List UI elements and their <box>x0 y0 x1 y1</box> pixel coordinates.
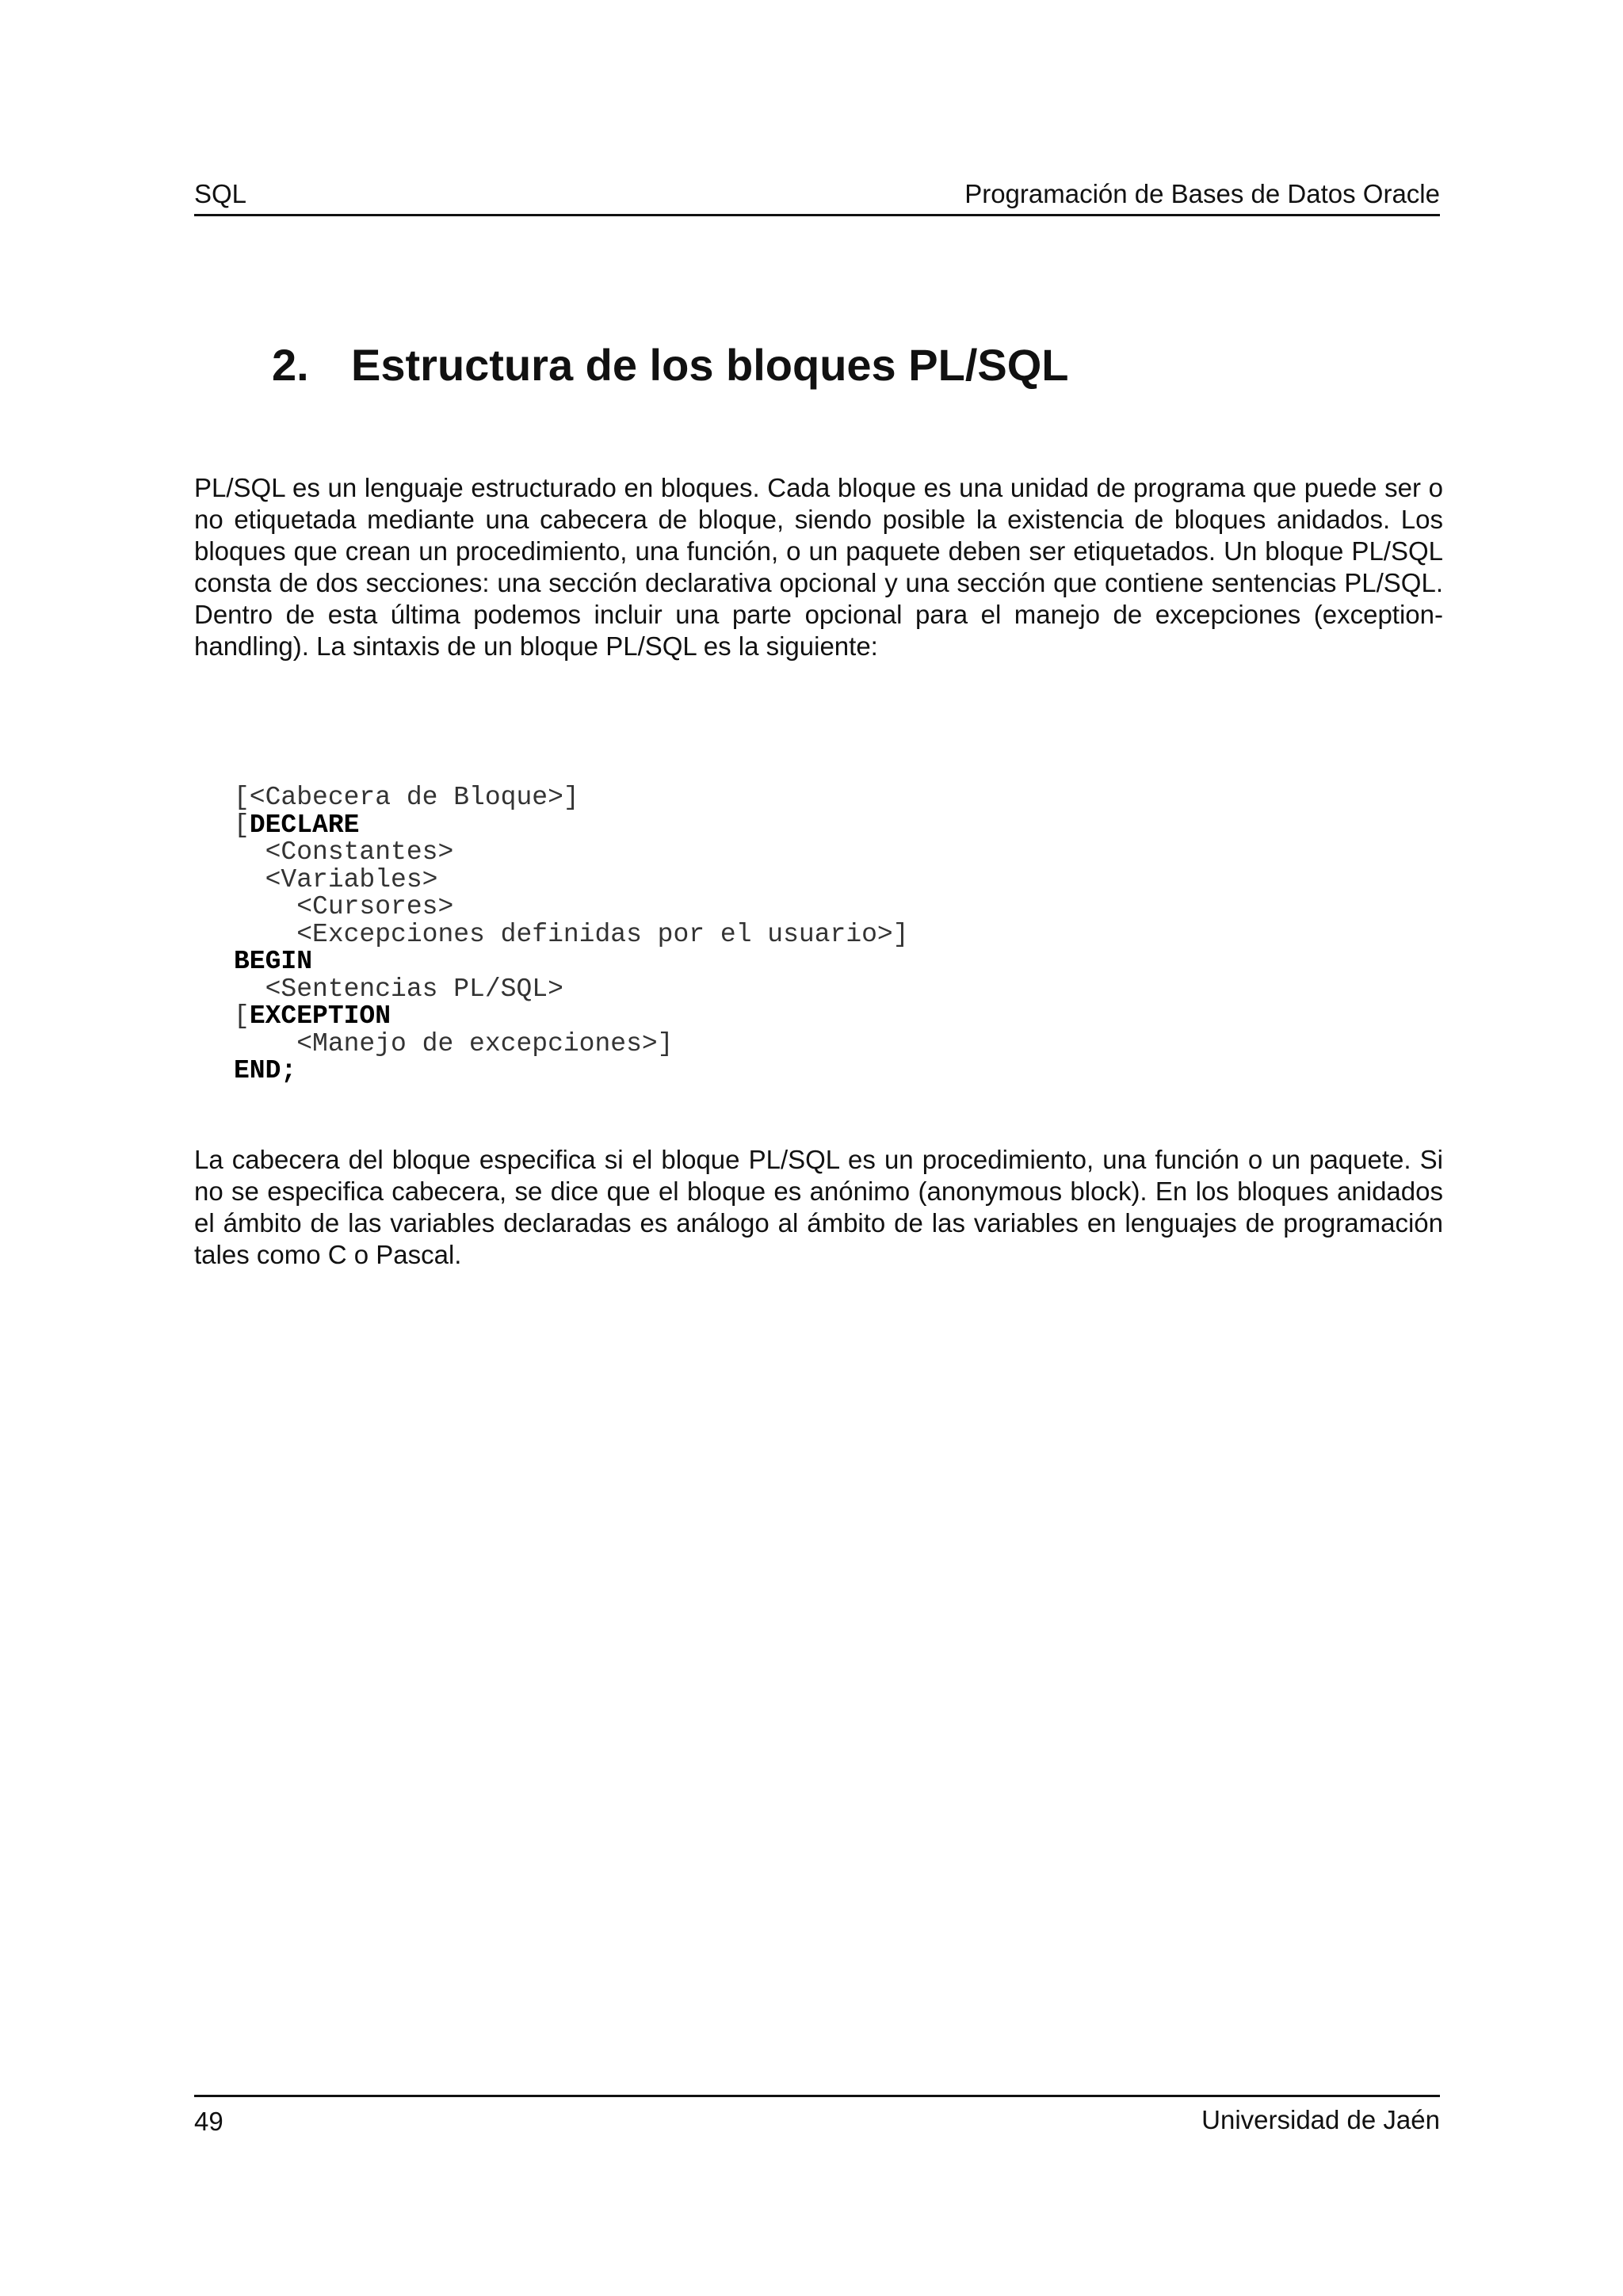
code-bracket: [ <box>234 1001 250 1031</box>
header-left-label: SQL <box>194 179 247 208</box>
code-keyword: DECLARE <box>249 810 360 840</box>
explanation-paragraph: La cabecera del bloque especifica si el bloque PL/SQL es un procedimiento, una función o un paquete. Si no se especifica cabecera, se dice que el bloque es anónimo (anonymous block). En los bloques anidados el ámbito de las variables declaradas es análogo al ámbito de las variables en lenguajes de programación tales como C o Pascal. <box>194 1145 1443 1269</box>
page-number: 49 <box>194 2107 223 2136</box>
code-line <box>234 1003 909 1031</box>
code-keyword-line: BEGIN <box>234 947 313 976</box>
code-line: <Sentencias PL/SQL> <box>234 974 563 1004</box>
code-keyword: EXCEPTION <box>249 1001 391 1031</box>
page-footer <box>194 2095 1440 2137</box>
intro-paragraph: PL/SQL es un lenguaje estructurado en bloques. Cada bloque es una unidad de programa que puede ser o no etiquetada mediante una cabecera de bloque, siendo posible la existencia de bloques anidados. Los bloques que crean un procedimiento, una función, o un paquete deben ser etiquetados. Un bloque PL/SQL consta de dos secciones: una sección declarativa opcional y una sección que contiene sentencias PL/SQL. Dentro de esta última podemos incluir una parte opcional para el manejo de excepciones (exception-handling). La sintaxis de un bloque PL/SQL es la siguiente: <box>194 473 1443 661</box>
code-keyword-line: END; <box>234 1056 297 1085</box>
code-line: <Manejo de excepciones>] <box>234 1028 674 1058</box>
code-block <box>234 784 909 1085</box>
section-title-text: Estructura de los bloques PL/SQL <box>351 340 1069 390</box>
code-line: <Excepciones definidas por el usuario>] <box>234 919 909 949</box>
code-line: <Cursores> <box>234 892 454 921</box>
header-right-title: Programación de Bases de Datos Oracle <box>964 179 1440 208</box>
section-number: 2. <box>272 340 309 390</box>
footer-institution: Universidad de Jaén <box>1201 2105 1440 2134</box>
code-line: <Variables> <box>234 864 438 894</box>
section-heading <box>272 339 1069 391</box>
page-header <box>194 176 1440 216</box>
code-line: <Constantes> <box>234 837 454 867</box>
code-line: [<Cabecera de Bloque>] <box>234 783 579 812</box>
code-line <box>234 812 909 840</box>
code-bracket: [ <box>234 810 250 840</box>
